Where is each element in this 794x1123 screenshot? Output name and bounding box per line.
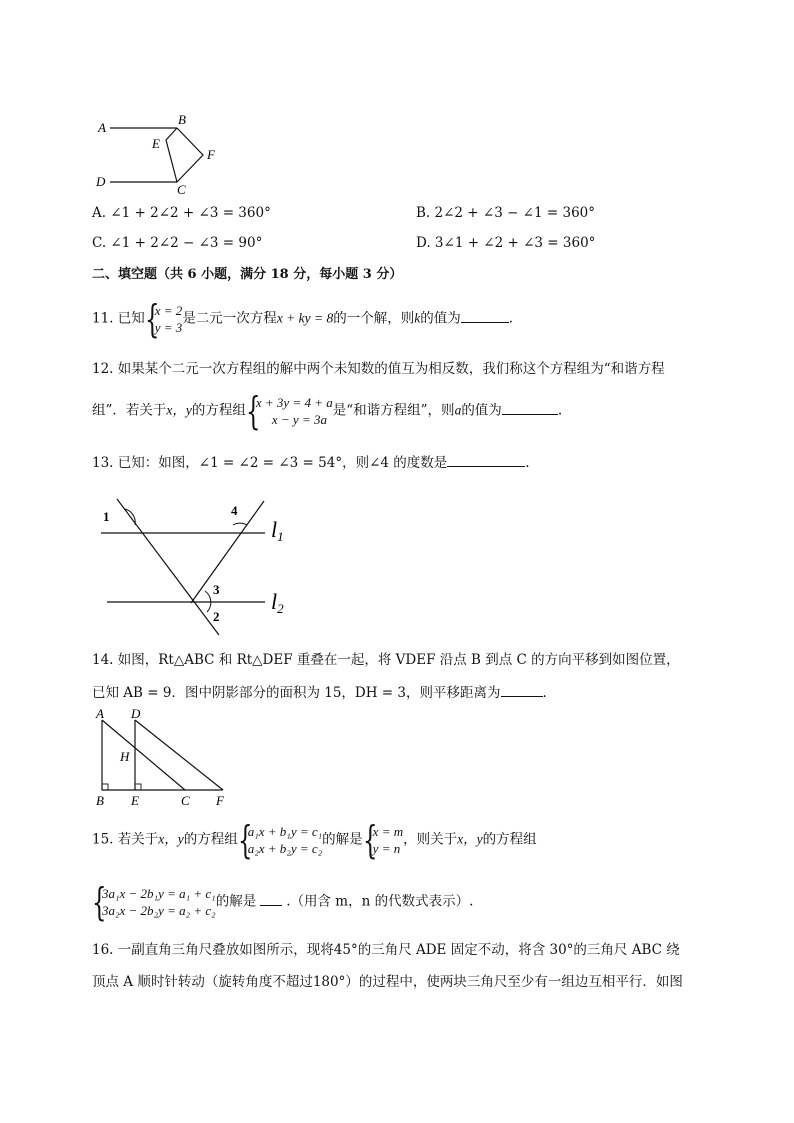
q11-prefix: 11. 已知 bbox=[92, 310, 145, 327]
q11-eq1: x = 2 bbox=[154, 303, 183, 318]
q14-dot: . bbox=[542, 685, 547, 701]
tri-label-F: F bbox=[216, 793, 224, 808]
q11-post: 的一个解，则 bbox=[333, 310, 415, 327]
q15-xy2: x，y bbox=[457, 831, 483, 847]
q15-answer-blank[interactable] bbox=[260, 891, 282, 906]
q12-a: a bbox=[454, 402, 462, 418]
tri-label-C: C bbox=[181, 793, 190, 808]
q12-line1: 12. 如果某个二元一次方程组的解中两个未知数的值互为相反数，我们称这个方程组为“和谐方程 bbox=[92, 361, 665, 377]
angle-4-label: 4 bbox=[231, 503, 238, 518]
q11-mid: 是二元一次方程 bbox=[182, 310, 277, 327]
q12-mid: 的方程组 bbox=[191, 402, 246, 419]
q13-dot: . bbox=[525, 455, 530, 471]
option-c: C. ∠1 + 2∠2 − ∠3 = 90° bbox=[92, 235, 263, 251]
q15-eq3: 3a₁x − 2b₁y = a₁ + c₁ bbox=[102, 886, 216, 901]
label-C: C bbox=[177, 182, 186, 197]
tri-label-D: D bbox=[131, 706, 141, 721]
q14-line2: 已知 AB = 9．图中阴影部分的面积为 15，DH = 3，则平移距离为 bbox=[92, 685, 501, 701]
q15-tail: 的解是 bbox=[215, 893, 257, 910]
question-12 bbox=[92, 389, 563, 433]
q15-solution: { x = m y = n bbox=[362, 818, 404, 862]
tri-label-B: B bbox=[96, 793, 104, 808]
question-13 bbox=[92, 452, 530, 473]
q16-line2: 顶点 A 顺时针转动（旋转角度不超过180°）的过程中，使两块三角尺至少有一组边互相平行．如图 bbox=[92, 974, 683, 990]
q11-dot: . bbox=[508, 310, 514, 327]
q12-end: 的值为 bbox=[461, 402, 502, 419]
q15-post: ，则关于 bbox=[403, 831, 458, 848]
angle-3-label: 3 bbox=[213, 582, 220, 597]
question-15 bbox=[92, 818, 537, 862]
figure-triangles bbox=[90, 706, 240, 810]
tri-label-A: A bbox=[96, 706, 104, 721]
question-14 bbox=[92, 682, 547, 703]
label-B: B bbox=[178, 112, 186, 127]
q15-eq2: a₂x + b₂y = c₂ bbox=[247, 841, 323, 856]
q12-system: { x + 3y = 4 + a x − y = 3a bbox=[245, 389, 333, 433]
option-b: B. 2∠2 + ∠3 − ∠1 = 360° bbox=[416, 205, 595, 221]
q13-text: 13. 已知：如图，∠1 = ∠2 = ∠3 = 54°，则∠4 的度数是 bbox=[92, 455, 448, 471]
label-F: F bbox=[207, 147, 215, 162]
q15-system: { a₁x + b₁y = c₁ a₂x + b₂y = c₂ bbox=[237, 818, 323, 862]
q15-eq1: a₁x + b₁y = c₁ bbox=[247, 824, 323, 839]
q11-equation: x + ky = 8 bbox=[276, 310, 334, 326]
q12-xy: x，y bbox=[166, 402, 192, 418]
q12-prefix: 组”．若关于 bbox=[92, 402, 167, 419]
q14-answer-blank[interactable] bbox=[501, 682, 543, 697]
q15-sol2: y = n bbox=[372, 841, 401, 856]
line-l2-label: l2 bbox=[271, 589, 284, 616]
question-11 bbox=[92, 297, 514, 341]
figure-parallel-pentagon bbox=[90, 110, 230, 200]
angle-2-label: 2 bbox=[213, 609, 220, 624]
q11-eq2: y = 3 bbox=[154, 320, 183, 335]
q11-answer-blank[interactable] bbox=[461, 308, 509, 323]
q12-answer-blank[interactable] bbox=[502, 400, 558, 415]
q11-end: 的值为 bbox=[420, 310, 461, 327]
q16-line1: 16. 一副直角三角尺叠放如图所示，现将45°的三角尺 ADE 固定不动，将含 30°的三角尺 ABC 绕 bbox=[92, 942, 680, 958]
q11-k: k bbox=[414, 310, 421, 326]
q15-eq4: 3a₂x − 2b₂y = a₂ + c₂ bbox=[102, 903, 216, 918]
label-E: E bbox=[152, 136, 160, 151]
q12-eq1: x + 3y = 4 + a bbox=[255, 395, 333, 410]
q15-mid2: 的解是 bbox=[322, 831, 363, 848]
angle-1-label: 1 bbox=[103, 509, 110, 524]
q15-sol1: x = m bbox=[372, 824, 404, 839]
q15-end: 的方程组 bbox=[482, 831, 537, 848]
line-l1-label: l1 bbox=[271, 517, 284, 544]
q15-prefix: 15. 若关于 bbox=[92, 831, 159, 848]
label-D: D bbox=[96, 174, 106, 189]
label-A: A bbox=[98, 120, 106, 135]
q12-eq2: x − y = 3a bbox=[271, 412, 327, 427]
q12-dot: . bbox=[557, 402, 563, 419]
section-heading: 二、填空题（共 6 小题，满分 18 分，每小题 3 分） bbox=[92, 267, 403, 282]
q11-system: { x = 2 y = 3 bbox=[144, 297, 183, 341]
tri-label-H: H bbox=[120, 749, 130, 764]
option-d: D. 3∠1 + ∠2 + ∠3 = 360° bbox=[416, 235, 596, 251]
q15-system2: { 3a₁x − 2b₁y = a₁ + c₁ 3a₂x − 2b₂y = a₂ + c₂ bbox=[92, 880, 216, 924]
q14-line1: 14. 如图，Rt△ABC 和 Rt△DEF 重叠在一起，将 VDEF 沿点 B 到点 C 的方向平移到如图位置， bbox=[92, 652, 680, 668]
figure-parallel-lines bbox=[95, 495, 305, 640]
q15-mid: 的方程组 bbox=[183, 831, 238, 848]
option-a: A. ∠1 + 2∠2 + ∠3 = 360° bbox=[92, 205, 271, 221]
tri-label-E: E bbox=[131, 793, 139, 808]
q15-xy: x，y bbox=[158, 831, 184, 847]
question-15-second bbox=[92, 880, 474, 924]
q12-post: 是“和谐方程组”，则 bbox=[332, 402, 455, 419]
q15-tail2: .（用含 m，n 的代数式表示）. bbox=[286, 893, 474, 910]
q13-answer-blank[interactable] bbox=[447, 452, 525, 467]
